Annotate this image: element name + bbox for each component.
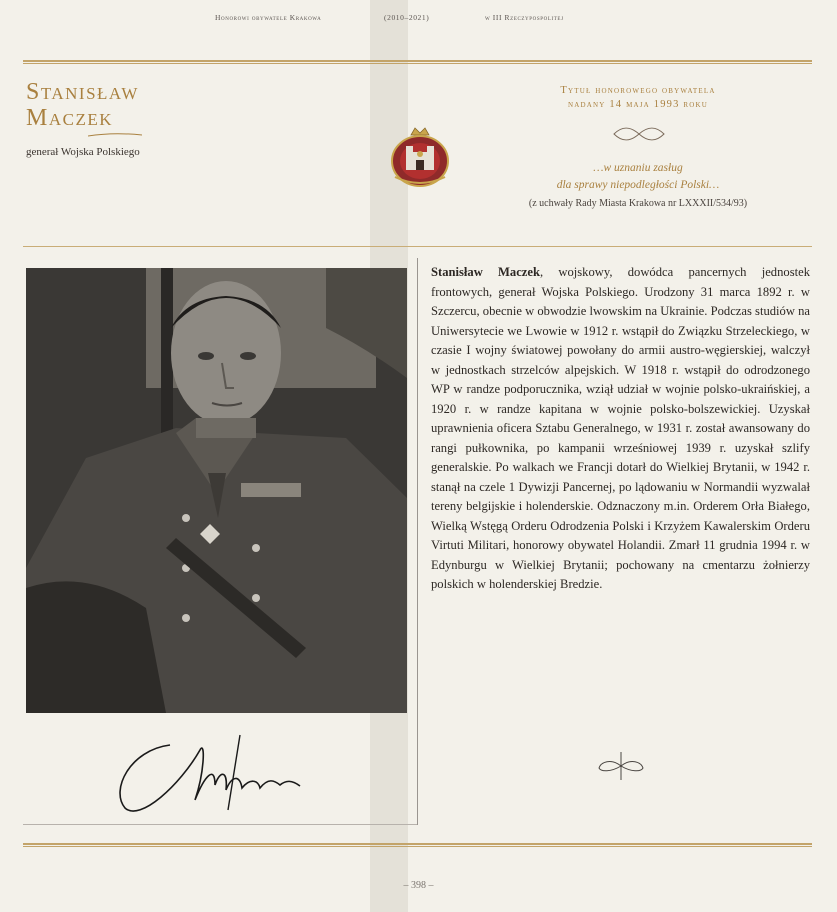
- honor-title-line2: nadany 14 maja 1993 roku: [567, 99, 709, 110]
- photo-frame-horizontal-line: [23, 824, 417, 825]
- person-name: [26, 79, 139, 131]
- honor-source: (z uchwały Rady Miasta Krakowa nr LXXXII/534/93): [528, 198, 748, 209]
- name-underline-swash: [88, 130, 142, 138]
- honor-quote: [488, 160, 788, 194]
- honor-quote-line2: dla sprawy niepodległości Polski…: [556, 179, 720, 191]
- running-header-left: Honorowi obywatele Krakowa: [215, 13, 322, 22]
- photo-frame-vertical-line: [417, 258, 418, 825]
- top-divider: [23, 60, 812, 64]
- portrait-photo: [26, 268, 407, 713]
- fleuron-ornament-icon: [596, 748, 646, 784]
- person-name-last: Maczek: [26, 105, 114, 131]
- biography-text: [431, 263, 810, 595]
- running-header: [0, 13, 837, 27]
- biography-body: , wojskowy, dowódca pancernych jednostek frontowych, generał Wojska Polskiego. Urodzony 31 marca 1892 r. w Szczercu, obecnie w obwodzie lwowskim na Ukrainie. Podczas studiów na Uniwersytecie we Lwowie w 1912 r. wstąpił do Związku Strzeleckiego, w czasie I wojny światowej powołany do armii austro-węgierskiej, walczył w jednostkach strzelców alpejskich. W 1918 r. wstąpił do odrodzonego WP w randze podporucznika, wziął udział w wojnie polsko-ukraińskiej, a 1920 r. w randze kapitana w wojnie polsko-bolszewickiej. Uzyskał uprawnienia oficera Sztabu Generalnego, w 1931 r. został awansowany do rangi pułkownika, po kampanii wrześniowej 1939 r. uzyskał szlify generalskie. Po walkach we Francji dotarł do Wielkiej Brytanii, w 1942 r. stanął na czele 1 Dywizji Pancernej, po lądowaniu w Normandii wyzwalał tereny belgijskie i holenderskie. Odznaczony m.in. Orderem Orła Białego, Wielką Wstęgą Orderu Odrodzenia Polski i Krzyżem Kawalerskim Orderu Virtuti Militari, honorowy obywatel Holandii. Zmarł 11 grudnia 1994 r. w Edynburgu w Wielkiej Brytanii; pochowany na cmentarzu żołnierzy polskich w holenderskiej Bredzie.: [431, 265, 810, 591]
- person-subtitle: generał Wojska Polskiego: [26, 146, 140, 158]
- running-header-center: (2010–2021): [384, 13, 430, 22]
- running-header-right: w III Rzeczypospolitej: [485, 13, 564, 22]
- person-name-first: Stanisław: [26, 79, 139, 105]
- flourish-ornament-icon: [610, 126, 668, 142]
- krakow-coat-of-arms-icon: [389, 125, 451, 189]
- biography-lead: Stanisław Maczek: [431, 265, 540, 279]
- honor-title: [488, 84, 788, 112]
- middle-divider: [23, 246, 812, 247]
- signature: [110, 730, 330, 820]
- honor-title-line1: Tytuł honorowego obywatela: [560, 85, 716, 96]
- page-number: – 398 –: [403, 880, 434, 891]
- portrait-illustration: [26, 268, 407, 713]
- honor-quote-line1: …w uznaniu zasług: [593, 162, 683, 174]
- bottom-divider: [23, 843, 812, 847]
